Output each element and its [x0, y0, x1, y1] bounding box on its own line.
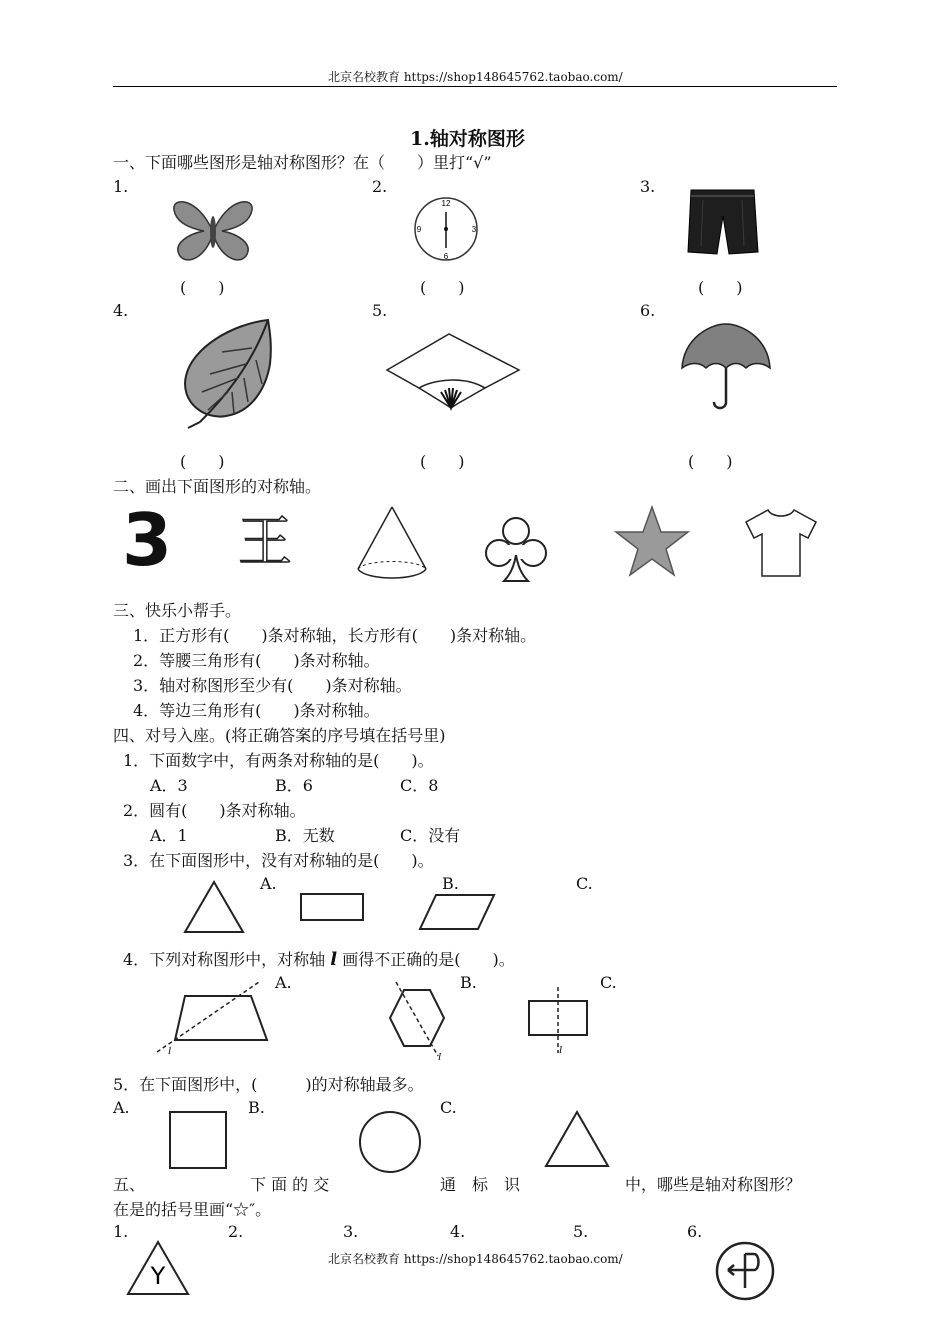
traffic-sign-turn-icon [714, 1240, 776, 1302]
s4-q2-option-c[interactable]: C．没有 [400, 826, 461, 845]
s5-num-4: 4. [450, 1222, 466, 1241]
page-header: 北京名校教育 https://shop148645762.taobao.com/ [328, 70, 623, 84]
s4-q1-option-b[interactable]: B．6 [275, 776, 313, 795]
q4-a-axis-label: l [168, 1045, 172, 1057]
s5-num-5: 5. [573, 1222, 589, 1241]
s4-q4-text-pre: 4．下列对称图形中，对称轴 [123, 950, 331, 969]
s4-q5-label-c: C. [440, 1098, 457, 1117]
s3-item-1: 1．正方形有( )条对称轴，长方形有( )条对称轴。 [133, 626, 537, 645]
leaf-icon [182, 318, 282, 428]
s3-item-2: 2．等腰三角形有( )条对称轴。 [133, 651, 380, 670]
cone-icon [356, 505, 428, 585]
s5-num-2: 2. [228, 1222, 244, 1241]
s4-q5-label-b: B. [248, 1098, 265, 1117]
s4-q3-label-c: C. [576, 874, 593, 893]
q4-rectangle-shape [526, 985, 590, 1055]
s4-q3: 3．在下面图形中，没有对称轴的是( )。 [123, 851, 434, 870]
section5-heading-line2: 在是的括号里画“☆″。 [113, 1200, 272, 1219]
s1-num-1: 1. [113, 177, 129, 196]
s1-blank-1[interactable]: ( ) [180, 278, 225, 297]
section5-heading-part2: 下 面 的 交 [250, 1175, 330, 1194]
s4-q4-label-c: C. [600, 973, 617, 992]
club-icon [484, 515, 548, 585]
s5-num-1: 1. [113, 1222, 129, 1241]
s1-blank-5[interactable]: ( ) [420, 452, 465, 471]
q4-hexagon-shape [382, 980, 452, 1062]
tshirt-icon [744, 508, 818, 578]
section2-heading: 二、画出下面图形的对称轴。 [113, 477, 322, 496]
s4-q5-label-a: A. [113, 1098, 130, 1117]
s4-q1: 1．下面数字中，有两条对称轴的是( )。 [123, 751, 434, 770]
star-icon [614, 505, 690, 577]
s4-q4 [123, 947, 515, 970]
s3-item-3: 3．轴对称图形至少有( )条对称轴。 [133, 676, 412, 695]
page-footer: 北京名校教育 https://shop148645762.taobao.com/ [328, 1252, 623, 1266]
q5-circle-shape [358, 1110, 422, 1174]
q4-trapezoid-shape [155, 980, 275, 1056]
clock-label-6: 6 [443, 252, 449, 261]
fan-icon [385, 330, 521, 412]
s5-num-3: 3. [343, 1222, 359, 1241]
clock-icon [413, 196, 479, 262]
s1-num-3: 3. [640, 177, 656, 196]
s4-q1-option-a[interactable]: A．3 [150, 776, 188, 795]
q3-parallelogram-shape [418, 893, 496, 931]
q3-triangle-shape [183, 880, 245, 934]
s4-q4-label-b: B. [460, 973, 477, 992]
s4-q2: 2．圆有( )条对称轴。 [123, 801, 306, 820]
section5-heading-part4: 中，哪些是轴对称图形？ [625, 1175, 802, 1194]
s1-blank-2[interactable]: ( ) [420, 278, 465, 297]
traffic-sign-letter: Y [150, 1262, 166, 1290]
section5-heading-part3: 通 标 识 [440, 1175, 521, 1194]
clock-label-12: 12 [441, 199, 451, 208]
wang-character-figure: 王 [238, 510, 292, 573]
s4-q2-option-b[interactable]: B．无数 [275, 826, 335, 845]
s4-q4-label-a: A. [275, 973, 292, 992]
s1-blank-6[interactable]: ( ) [688, 452, 733, 471]
header-rule [113, 86, 837, 87]
q4-c-axis-label: l [559, 1044, 563, 1056]
s4-q3-label-b: B. [442, 874, 459, 893]
s4-q1-option-c[interactable]: C．8 [400, 776, 439, 795]
section3-heading: 三、快乐小帮手。 [113, 601, 242, 620]
section5-heading-part1: 五、 [113, 1175, 146, 1194]
butterfly-icon [168, 196, 258, 266]
section4-heading: 四、对号入座。(将正确答案的序号填在括号里) [113, 726, 446, 745]
s5-num-6: 6. [687, 1222, 703, 1241]
clock-label-9: 9 [416, 225, 422, 234]
clock-label-3: 3 [471, 225, 477, 234]
q3-rectangle-shape [300, 893, 364, 921]
section1-heading: 一、下面哪些图形是轴对称图形？在（ ）里打“√” [113, 153, 492, 172]
s1-num-6: 6. [640, 301, 656, 320]
digit-three-figure: 3 [122, 498, 173, 582]
s4-q3-label-a: A. [260, 874, 277, 893]
s4-q5: 5．在下面图形中，( )的对称轴最多。 [113, 1075, 424, 1094]
traffic-sign-y-junction-icon [126, 1240, 190, 1296]
s4-q4-text-post: 画得不正确的是( )。 [337, 950, 515, 969]
s1-blank-3[interactable]: ( ) [698, 278, 743, 297]
s4-q2-option-a[interactable]: A．1 [150, 826, 188, 845]
s1-num-2: 2. [372, 177, 388, 196]
s1-blank-4[interactable]: ( ) [180, 452, 225, 471]
umbrella-icon [680, 322, 772, 412]
s4-q4-l-symbol: l [330, 949, 338, 970]
s1-num-5: 5. [372, 301, 388, 320]
q5-triangle-shape [544, 1110, 610, 1168]
s1-num-4: 4. [113, 301, 129, 320]
q5-square-shape [168, 1110, 228, 1170]
page-title: 1.轴对称图形 [410, 128, 525, 150]
q4-b-axis-label: l [438, 1051, 442, 1063]
s3-item-4: 4．等边三角形有( )条对称轴。 [133, 701, 380, 720]
shorts-icon [685, 186, 760, 258]
